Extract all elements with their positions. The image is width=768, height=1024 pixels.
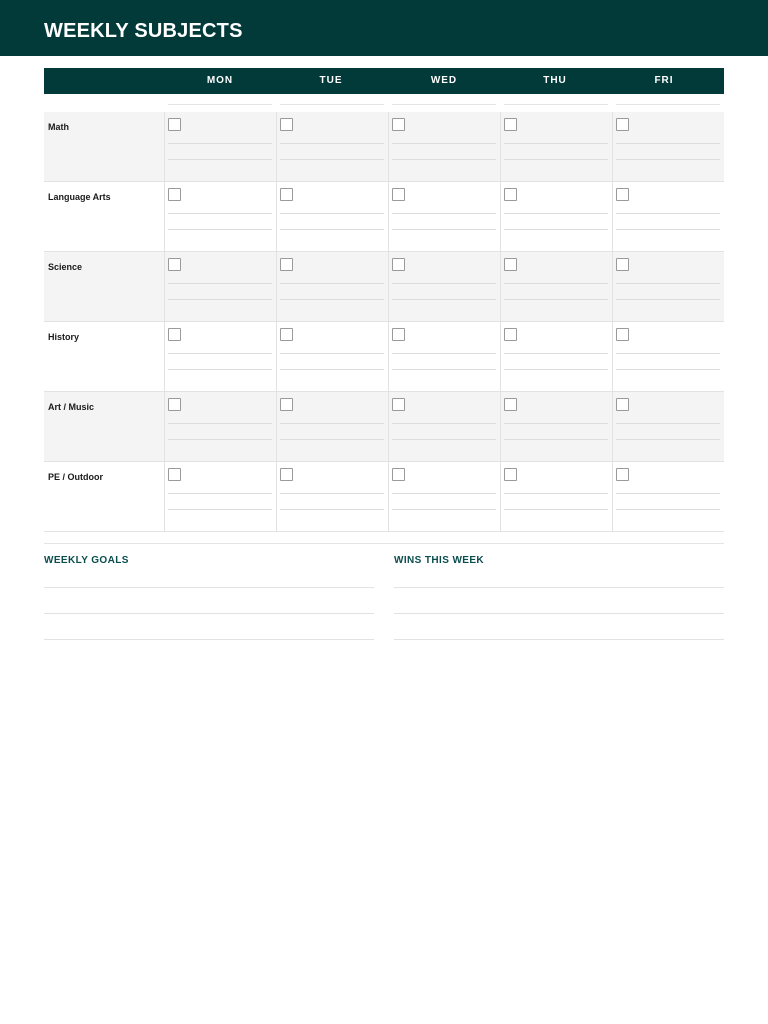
note-line[interactable] [168, 509, 272, 510]
day-cell-wed [388, 392, 500, 462]
note-line[interactable] [392, 299, 496, 300]
column-divider [164, 322, 165, 392]
column-divider [164, 392, 165, 462]
note-line[interactable] [504, 143, 608, 144]
day-date-lines [0, 104, 768, 106]
column-divider [500, 252, 501, 322]
day-cell-mon [164, 462, 276, 532]
note-line[interactable] [504, 159, 608, 160]
column-divider [164, 462, 165, 532]
note-line[interactable] [392, 143, 496, 144]
column-divider [276, 182, 277, 252]
column-divider [612, 322, 613, 392]
day-cell-wed [388, 112, 500, 182]
column-divider [612, 112, 613, 182]
checkbox[interactable] [616, 188, 629, 201]
note-line[interactable] [392, 423, 496, 424]
day-cell-thu [500, 392, 612, 462]
note-line[interactable] [168, 213, 272, 214]
note-line[interactable] [616, 299, 720, 300]
column-divider [500, 392, 501, 462]
note-line[interactable] [168, 283, 272, 284]
subject-label: Language Arts [48, 192, 111, 202]
checkbox[interactable] [392, 328, 405, 341]
checkbox[interactable] [392, 118, 405, 131]
subject-row [44, 252, 724, 322]
checkbox[interactable] [616, 258, 629, 271]
column-divider [276, 112, 277, 182]
goals-line[interactable] [44, 587, 374, 588]
day-cell-mon [164, 112, 276, 182]
note-line[interactable] [168, 143, 272, 144]
column-divider [164, 182, 165, 252]
column-divider [388, 322, 389, 392]
column-divider [388, 112, 389, 182]
note-line[interactable] [616, 213, 720, 214]
day-header-mon: MON [206, 75, 234, 86]
note-line[interactable] [616, 283, 720, 284]
note-line[interactable] [616, 369, 720, 370]
note-line[interactable] [280, 143, 384, 144]
checkbox[interactable] [616, 118, 629, 131]
note-line[interactable] [168, 229, 272, 230]
note-line[interactable] [504, 353, 608, 354]
checkbox[interactable] [504, 188, 517, 201]
note-line[interactable] [280, 299, 384, 300]
day-header-fri: FRI [654, 75, 674, 86]
wins-line[interactable] [394, 587, 724, 588]
checkbox[interactable] [504, 118, 517, 131]
day-cell-wed [388, 182, 500, 252]
checkbox[interactable] [504, 468, 517, 481]
checkbox[interactable] [280, 258, 293, 271]
day-cell-tue [276, 112, 388, 182]
day-cell-thu [500, 252, 612, 322]
note-line[interactable] [504, 493, 608, 494]
note-line[interactable] [616, 493, 720, 494]
note-line[interactable] [168, 439, 272, 440]
column-divider [388, 462, 389, 532]
day-cell-fri [612, 462, 724, 532]
note-line[interactable] [392, 353, 496, 354]
day-cell-fri [612, 392, 724, 462]
checkbox[interactable] [280, 468, 293, 481]
header-bar [0, 0, 768, 56]
checkbox[interactable] [616, 398, 629, 411]
note-line[interactable] [168, 369, 272, 370]
day-cell-tue [276, 392, 388, 462]
subject-label: History [48, 332, 80, 342]
note-line[interactable] [168, 423, 272, 424]
date-line-fri[interactable] [616, 104, 720, 105]
wins-line[interactable] [394, 613, 724, 614]
column-divider [276, 462, 277, 532]
subject-row [44, 462, 724, 532]
date-line-wed[interactable] [392, 104, 496, 105]
note-line[interactable] [504, 369, 608, 370]
day-header-wed: WED [430, 75, 458, 86]
note-line[interactable] [392, 369, 496, 370]
column-divider [612, 182, 613, 252]
goals-line[interactable] [44, 613, 374, 614]
day-cell-tue [276, 462, 388, 532]
column-divider [164, 112, 165, 182]
note-line[interactable] [504, 299, 608, 300]
wins-this-week-title: WINS THIS WEEK [394, 555, 485, 566]
day-header-thu: THU [543, 75, 567, 86]
day-cell-fri [612, 182, 724, 252]
checkbox[interactable] [392, 468, 405, 481]
checkbox[interactable] [504, 398, 517, 411]
checkbox[interactable] [280, 118, 293, 131]
checkbox[interactable] [280, 188, 293, 201]
note-line[interactable] [504, 423, 608, 424]
note-line[interactable] [392, 283, 496, 284]
column-divider [388, 252, 389, 322]
note-line[interactable] [168, 353, 272, 354]
note-line[interactable] [616, 423, 720, 424]
column-divider [388, 182, 389, 252]
column-divider [276, 392, 277, 462]
column-divider [500, 462, 501, 532]
checkbox[interactable] [504, 258, 517, 271]
note-line[interactable] [504, 229, 608, 230]
weekly-goals-title: WEEKLY GOALS [44, 555, 129, 566]
note-line[interactable] [280, 159, 384, 160]
day-header-tue: TUE [319, 75, 343, 86]
note-line[interactable] [504, 213, 608, 214]
column-divider [612, 392, 613, 462]
days-header [44, 68, 724, 94]
subject-label: Science [48, 262, 83, 272]
checkbox[interactable] [168, 118, 181, 131]
column-divider [164, 252, 165, 322]
column-divider [500, 112, 501, 182]
note-line[interactable] [280, 283, 384, 284]
column-divider [612, 462, 613, 532]
checkbox[interactable] [280, 398, 293, 411]
day-cell-mon [164, 252, 276, 322]
day-cell-wed [388, 252, 500, 322]
checkbox[interactable] [168, 188, 181, 201]
subject-row [44, 392, 724, 462]
checkbox[interactable] [392, 188, 405, 201]
checkbox[interactable] [616, 468, 629, 481]
checkbox[interactable] [168, 328, 181, 341]
day-cell-fri [612, 322, 724, 392]
checkbox[interactable] [168, 398, 181, 411]
subject-row [44, 112, 724, 182]
note-line[interactable] [392, 159, 496, 160]
day-cell-tue [276, 252, 388, 322]
goals-line[interactable] [44, 639, 374, 640]
subject-row [44, 322, 724, 392]
column-divider [388, 392, 389, 462]
checkbox[interactable] [616, 328, 629, 341]
column-divider [612, 252, 613, 322]
note-line[interactable] [392, 229, 496, 230]
day-cell-mon [164, 392, 276, 462]
day-cell-fri [612, 112, 724, 182]
note-line[interactable] [280, 213, 384, 214]
column-divider [500, 182, 501, 252]
note-line[interactable] [616, 353, 720, 354]
wins-line[interactable] [394, 639, 724, 640]
date-line-mon[interactable] [168, 104, 272, 105]
column-divider [276, 322, 277, 392]
day-cell-mon [164, 182, 276, 252]
note-line[interactable] [616, 143, 720, 144]
note-line[interactable] [504, 509, 608, 510]
note-line[interactable] [168, 299, 272, 300]
day-cell-thu [500, 322, 612, 392]
day-cell-mon [164, 322, 276, 392]
day-cell-wed [388, 322, 500, 392]
day-cell-tue [276, 322, 388, 392]
note-line[interactable] [168, 493, 272, 494]
checkbox[interactable] [168, 258, 181, 271]
subject-row [44, 182, 724, 252]
date-line-thu[interactable] [504, 104, 608, 105]
checkbox[interactable] [280, 328, 293, 341]
note-line[interactable] [616, 439, 720, 440]
note-line[interactable] [280, 439, 384, 440]
note-line[interactable] [616, 159, 720, 160]
subject-label: PE / Outdoor [48, 472, 103, 482]
day-cell-thu [500, 462, 612, 532]
day-cell-thu [500, 112, 612, 182]
page-title: WEEKLY SUBJECTS [44, 20, 243, 42]
subject-label: Art / Music [48, 402, 95, 412]
checkbox[interactable] [392, 258, 405, 271]
day-cell-wed [388, 462, 500, 532]
checkbox[interactable] [392, 398, 405, 411]
day-cell-fri [612, 252, 724, 322]
day-cell-tue [276, 182, 388, 252]
note-line[interactable] [392, 213, 496, 214]
date-line-tue[interactable] [280, 104, 384, 105]
note-line[interactable] [280, 229, 384, 230]
note-line[interactable] [280, 493, 384, 494]
note-line[interactable] [392, 493, 496, 494]
checkbox[interactable] [504, 328, 517, 341]
note-line[interactable] [392, 509, 496, 510]
note-line[interactable] [168, 159, 272, 160]
note-line[interactable] [504, 283, 608, 284]
note-line[interactable] [280, 509, 384, 510]
day-cell-thu [500, 182, 612, 252]
note-line[interactable] [392, 439, 496, 440]
note-line[interactable] [280, 369, 384, 370]
section-divider [44, 543, 724, 544]
note-line[interactable] [280, 423, 384, 424]
column-divider [276, 252, 277, 322]
checkbox[interactable] [168, 468, 181, 481]
note-line[interactable] [504, 439, 608, 440]
note-line[interactable] [280, 353, 384, 354]
note-line[interactable] [616, 229, 720, 230]
row-divider [44, 531, 724, 532]
column-divider [500, 322, 501, 392]
subject-label: Math [48, 122, 69, 132]
note-line[interactable] [616, 509, 720, 510]
